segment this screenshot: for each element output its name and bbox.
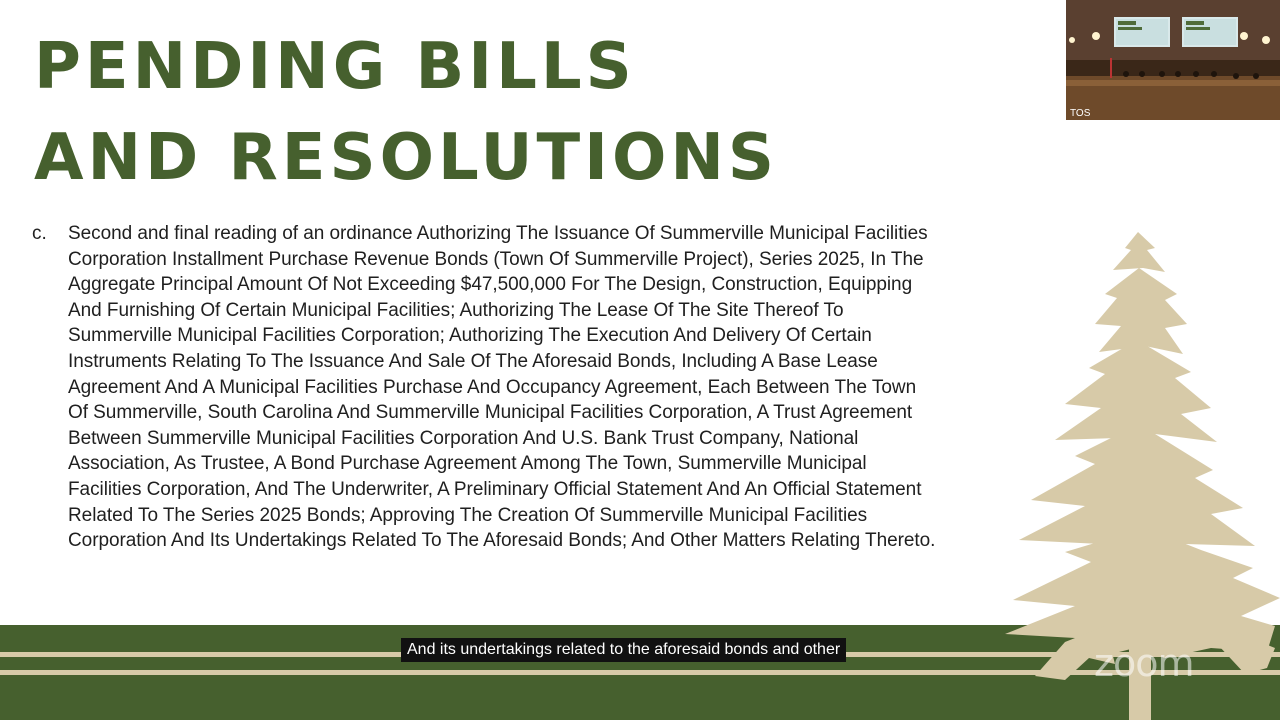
live-caption: And its undertakings related to the aforesaid bonds and other	[401, 638, 846, 662]
agenda-item-letter: c.	[32, 223, 47, 244]
title-line-1: PENDING BILLS	[34, 30, 636, 104]
slide-title	[34, 22, 778, 204]
participant-name-label: TOS	[1070, 108, 1091, 119]
title-line-2: AND RESOLUTIONS	[34, 121, 778, 195]
agenda-item	[32, 221, 937, 554]
participant-video-thumbnail[interactable]	[1066, 0, 1280, 120]
council-chamber-image	[1066, 0, 1280, 120]
agenda-item-text: Second and final reading of an ordinance Authorizing The Issuance Of Summerville Municipal Facilities Corporation Installment Purchase Revenue Bonds (Town Of Summerville Project), Series 2025, In The Aggregate Principal Amount Of Not Exceeding $47,500,000 For The Design, Construction, Equipping And Furnishing Of Certain Municipal Facilities; Authorizing The Lease Of The Site Thereof To Summerville Municipal Facilities Corporation; Authorizing The Execution And Delivery Of Certain Instruments Relating To The Issuance And Sale Of The Aforesaid Bonds, Including A Base Lease Agreement And A Municipal Facilities Purchase And Occupancy Agreement, Each Between The Town Of Summerville, South Carolina And Summerville Municipal Facilities Corporation, A Trust Agreement Between Summerville Municipal Facilities Corporation And U.S. Bank Trust Company, National Association, As Trustee, A Bond Purchase Agreement Among The Town, Summerville Municipal Facilities Corporation, And The Underwriter, A Preliminary Official Statement And An Official Statement Related To The Series 2025 Bonds; Approving The Creation Of Summerville Municipal Facilities Corporation And Its Undertakings Related To The Aforesaid Bonds; And Other Matters Relating Thereto.	[68, 223, 936, 552]
zoom-watermark: zoom	[1094, 641, 1194, 685]
